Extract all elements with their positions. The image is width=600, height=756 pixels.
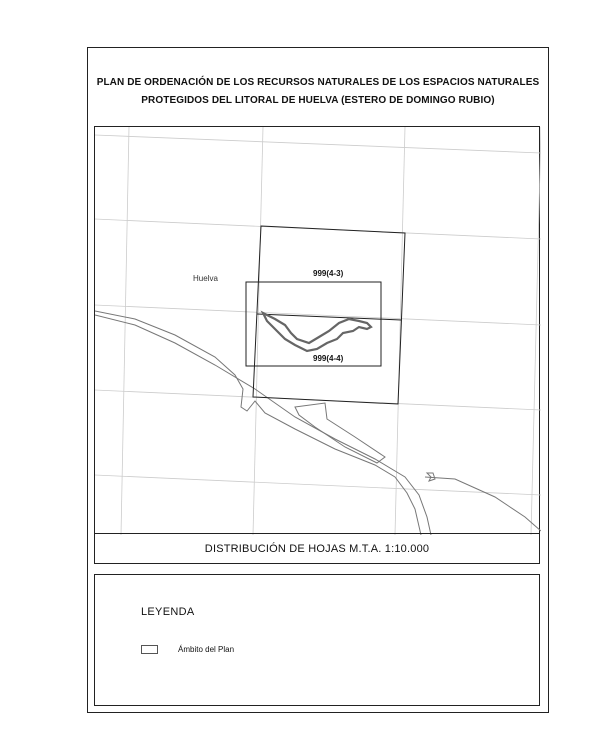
grid-line-v4 <box>531 127 541 535</box>
legend-item-label: Ámbito del Plan <box>178 645 235 654</box>
map-title-line-2: PROTEGIDOS DEL LITORAL DE HUELVA (ESTERO DE DOMINGO RUBIO) <box>141 95 495 106</box>
place-label-huelva: Huelva <box>193 274 218 283</box>
legend-title: LEYENDA <box>141 606 195 618</box>
map-caption: DISTRIBUCIÓN DE HOJAS M.T.A. 1:10.000 <box>94 533 540 564</box>
coastline <box>95 311 541 535</box>
grid-line-h1 <box>95 135 541 153</box>
grid-line-h5 <box>95 475 541 495</box>
jetty-outline <box>295 403 385 463</box>
coordinate-grid <box>95 127 541 535</box>
sheet-label-upper: 999(4-3) <box>313 269 344 278</box>
map-canvas <box>95 127 541 535</box>
plan-area-swatch <box>141 645 158 654</box>
shore-east <box>425 477 541 531</box>
grid-line-h3 <box>95 305 541 325</box>
map-title-line-1: PLAN DE ORDENACIÓN DE LOS RECURSOS NATURALES DE LOS ESPACIOS NATURALES <box>96 77 540 88</box>
grid-line-v2 <box>253 127 263 535</box>
map-title <box>87 74 549 110</box>
plan-boundary <box>263 313 371 351</box>
map-frame <box>94 126 540 534</box>
grid-line-v1 <box>121 127 129 535</box>
legend-panel <box>94 574 540 706</box>
sheet-division-line <box>257 314 401 320</box>
sheet-label-lower: 999(4-4) <box>313 354 344 363</box>
